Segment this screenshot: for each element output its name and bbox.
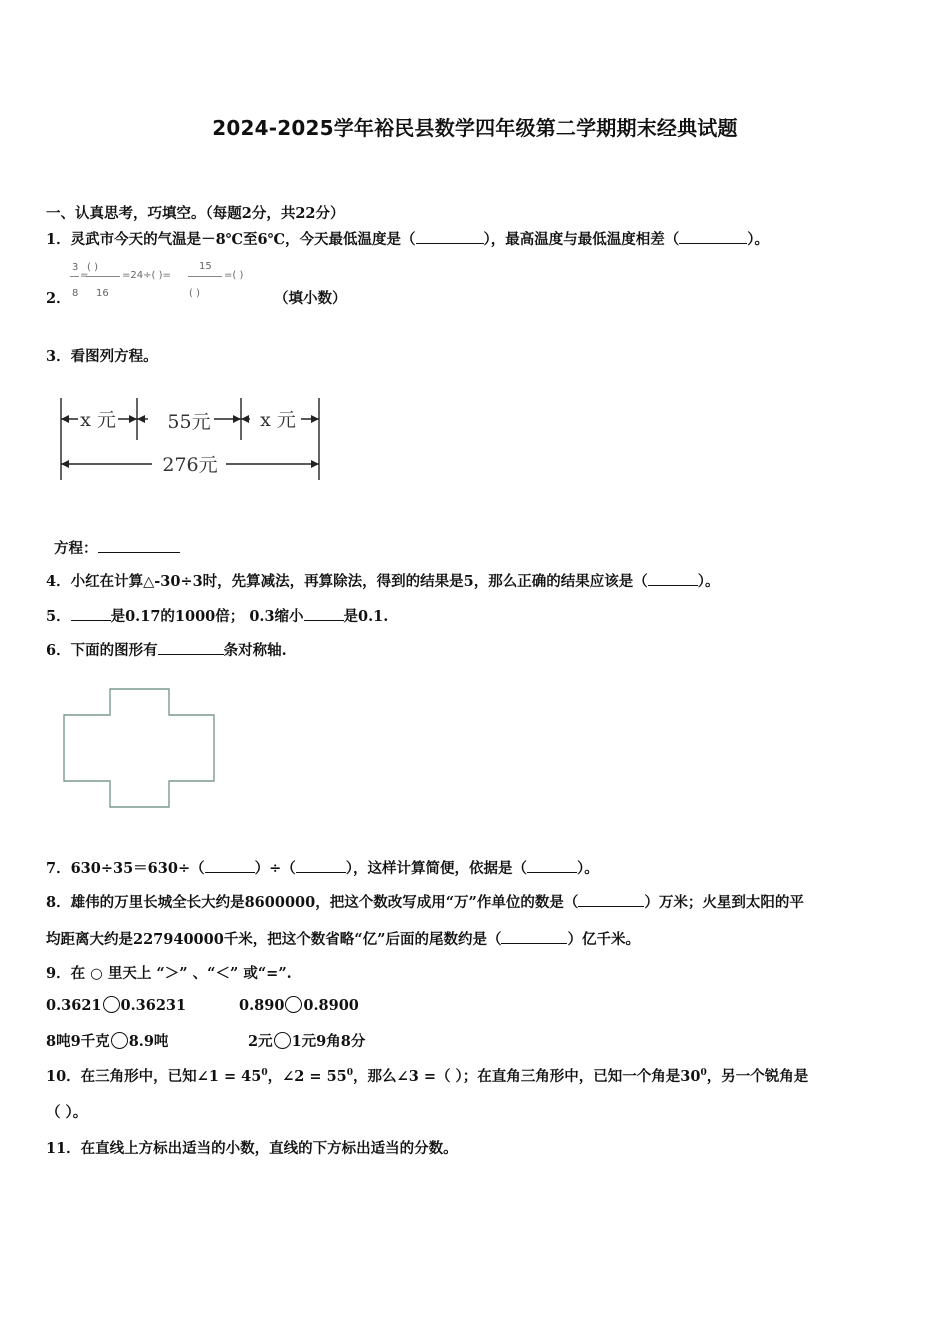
q9-row-1-a	[46, 996, 186, 1014]
q5-text-a: 5．	[46, 608, 71, 625]
q10-text-b: ，∠2 = 55	[267, 1068, 347, 1085]
q9-r2b-right: 1元9角8分	[291, 1033, 366, 1050]
q1-text-a: 1．灵武市今天的气温是－8℃至6℃，今天最低温度是（	[46, 231, 416, 248]
q1-blank-1[interactable]	[416, 231, 484, 244]
q2-end: =( )	[224, 270, 244, 281]
q1-text-c: ）。	[747, 231, 770, 248]
q7-text-c: ），这样计算简便，依据是（	[345, 860, 528, 877]
q10-deg-2: 0	[346, 1068, 354, 1078]
q1-text-b: ），最高温度与最低温度相差（	[483, 231, 680, 248]
q1-blank-2[interactable]	[679, 231, 747, 244]
q7-text-a: 7．630÷35＝630÷（	[46, 860, 205, 877]
q10-deg-1: 0	[261, 1068, 268, 1078]
q4-blank[interactable]	[648, 573, 698, 586]
q2-note: （填小数）	[274, 290, 347, 307]
q4-text-a: 4．小红在计算△-30÷3时，先算减法，再算除法，得到的结果是5，那么正确的结果应该是（	[46, 573, 648, 590]
q5-blank-1[interactable]	[71, 608, 111, 621]
q5-text-c: 是0.1.	[343, 608, 389, 625]
question-4	[46, 570, 720, 591]
segment-label-55: 55元	[167, 411, 211, 433]
question-9: 9．在 ○ 里天上 “＞” 、“＜” 或“=”.	[46, 965, 292, 982]
q3-equation-blank[interactable]	[98, 540, 180, 553]
q9-r1b-left: 0.890	[239, 997, 285, 1014]
q8-blank-1[interactable]	[578, 894, 644, 907]
q6-blank[interactable]	[158, 642, 224, 655]
page-title: 2024-2025学年裕民县数学四年级第二学期期末经典试题	[212, 116, 738, 140]
q9-row-1-b	[239, 996, 359, 1014]
q2-frac2-num: ( )	[87, 262, 98, 273]
q3-equation	[54, 537, 180, 558]
segment-diagram	[56, 394, 324, 486]
q2-frac3-bar	[188, 276, 222, 277]
cross-shape	[60, 685, 220, 813]
question-2-number: 2．	[46, 290, 71, 307]
q9-r2a-right: 8.9吨	[128, 1033, 169, 1050]
q2-mid: =24÷( )=	[122, 270, 171, 281]
question-11: 11．在直线上方标出适当的小数，直线的下方标出适当的分数。	[46, 1140, 458, 1157]
q9-row-2-b	[248, 1030, 365, 1051]
q2-frac3-num: 15	[199, 261, 212, 272]
q5-text-b: 是0.17的1000倍； 0.3缩小	[110, 608, 304, 625]
q9-r1a-circle[interactable]	[103, 996, 120, 1013]
q10-text-d: ，另一个锐角是	[706, 1068, 809, 1085]
q8-text-2a: 均距离大约是227940000千米，把这个数省略“亿”后面的尾数约是（	[46, 931, 502, 948]
question-3: 3．看图列方程。	[46, 348, 158, 365]
segment-label-x2: x 元	[260, 409, 296, 431]
q3-equation-label: 方程：	[54, 540, 98, 557]
q8-text-1a: 8．雄伟的万里长城全长大约是8600000，把这个数改写成用“万”作单位的数是（	[46, 894, 579, 911]
q6-text-b: 条对称轴.	[223, 642, 287, 659]
q9-r2b-left: 2元	[248, 1033, 273, 1050]
q7-blank-1[interactable]	[205, 860, 255, 873]
q9-r1b-right: 0.8900	[303, 997, 359, 1014]
q2-frac1-num: 3	[72, 262, 79, 273]
section-heading: 一、认真思考，巧填空。（每题2分，共22分）	[46, 205, 345, 222]
question-6	[46, 639, 287, 660]
question-8-line-1	[46, 891, 804, 912]
question-8-line-2	[46, 928, 640, 949]
q10-text-c: ，那么∠3 =（ ）；在直角三角形中，已知一个角是30	[353, 1068, 701, 1085]
q7-blank-2[interactable]	[296, 860, 346, 873]
q9-r2b-circle[interactable]	[274, 1032, 291, 1049]
question-1	[46, 228, 769, 249]
q2-frac1-bar	[70, 276, 79, 277]
q9-r1a-right: 0.36231	[120, 997, 187, 1014]
q2-frac1-den: 8	[72, 288, 79, 299]
q8-text-1b: ）万米；火星到太阳的平	[644, 894, 804, 911]
q5-blank-2[interactable]	[304, 608, 344, 621]
q10-text-a: 10．在三角形中，已知∠1 = 45	[46, 1068, 262, 1085]
segment-label-x1: x 元	[80, 409, 116, 431]
q7-text-d: ）。	[577, 860, 599, 877]
question-7	[46, 857, 599, 878]
q9-row-2-a	[46, 1030, 168, 1051]
q6-text-a: 6．下面的图形有	[46, 642, 158, 659]
question-10-line-1	[46, 1065, 808, 1086]
q4-text-b: ）。	[697, 573, 720, 590]
q9-r1a-left: 0.3621	[46, 997, 102, 1014]
question-10-line-2: （ ）。	[46, 1104, 88, 1121]
q7-text-b: ）÷（	[254, 860, 296, 877]
q9-r2a-circle[interactable]	[111, 1032, 128, 1049]
q2-eq1: =	[80, 270, 89, 281]
q9-r2a-left: 8吨9千克	[46, 1033, 110, 1050]
q8-blank-2[interactable]	[501, 931, 567, 944]
q2-frac2-den: 16	[96, 288, 109, 299]
q9-r1b-circle[interactable]	[285, 996, 302, 1013]
q10-deg-3: 0	[700, 1068, 707, 1078]
segment-label-total: 276元	[162, 454, 218, 476]
q2-frac3-den: ( )	[189, 288, 200, 299]
q2-frac2-bar	[86, 276, 120, 277]
q8-text-2b: ）亿千米。	[567, 931, 640, 948]
question-5	[46, 605, 388, 626]
q7-blank-3[interactable]	[527, 860, 577, 873]
